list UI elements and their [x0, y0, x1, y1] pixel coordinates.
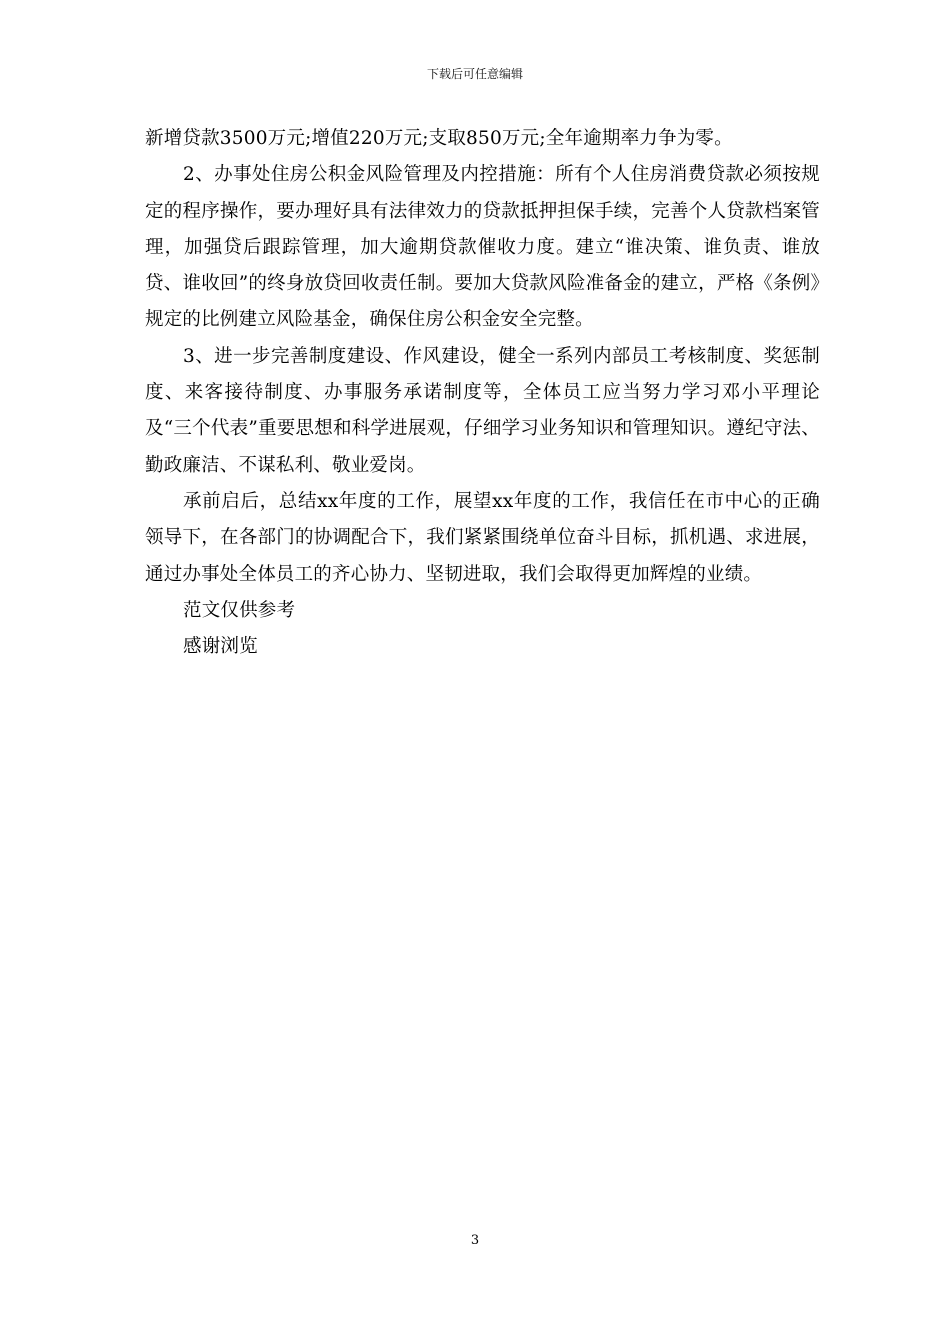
page-header: 下载后可任意编辑 [426, 67, 523, 81]
reference-note: 范文仅供参考 [183, 599, 296, 621]
paragraph-loan-targets: 新增贷款3500万元;增值220万元;支取850万元;全年逾期率力争为零。 [145, 128, 733, 149]
paragraph-system-building: 3、进一步完善制度建设、作风建设，健全一系列内部员工考核制度、奖惩制度、来客接待制度、办事服务承诺制度等，全体员工应当努力学习邓小平理论及“三个代表”重要思想和科学进展观，仔细学习业务知识和管理知识。遵纪守法、勤政廉洁、不谋私利、敬业爱岗。 [145, 345, 820, 476]
paragraph-risk-management: 2、办事处住房公积金风险管理及内控措施：所有个人住房消费贷款必须按规定的程序操作，要办理好具有法律效力的贷款抵押担保手续，完善个人贷款档案管理，加强贷后跟踪管理，加大逾期贷款催收力度。建立“谁决策、谁负责、谁放贷、谁收回”的终身放贷回收责任制。要加大贷款风险准备金的建立，严格《条例》规定的比例建立风险基金，确保住房公积金安全完整。 [145, 164, 820, 331]
page-number: 3 [470, 1233, 480, 1248]
thanks-note: 感谢浏览 [183, 636, 258, 658]
paragraph-conclusion: 承前启后，总结xx年度的工作，展望xx年度的工作，我信任在市中心的正确领导下，在各部门的协调配合下，我们紧紧围绕单位奋斗目标，抓机遇、求进展，通过办事处全体员工的齐心协力、坚韧进取，我们会取得更加辉煌的业绩。 [145, 490, 820, 585]
document-body [145, 121, 820, 665]
